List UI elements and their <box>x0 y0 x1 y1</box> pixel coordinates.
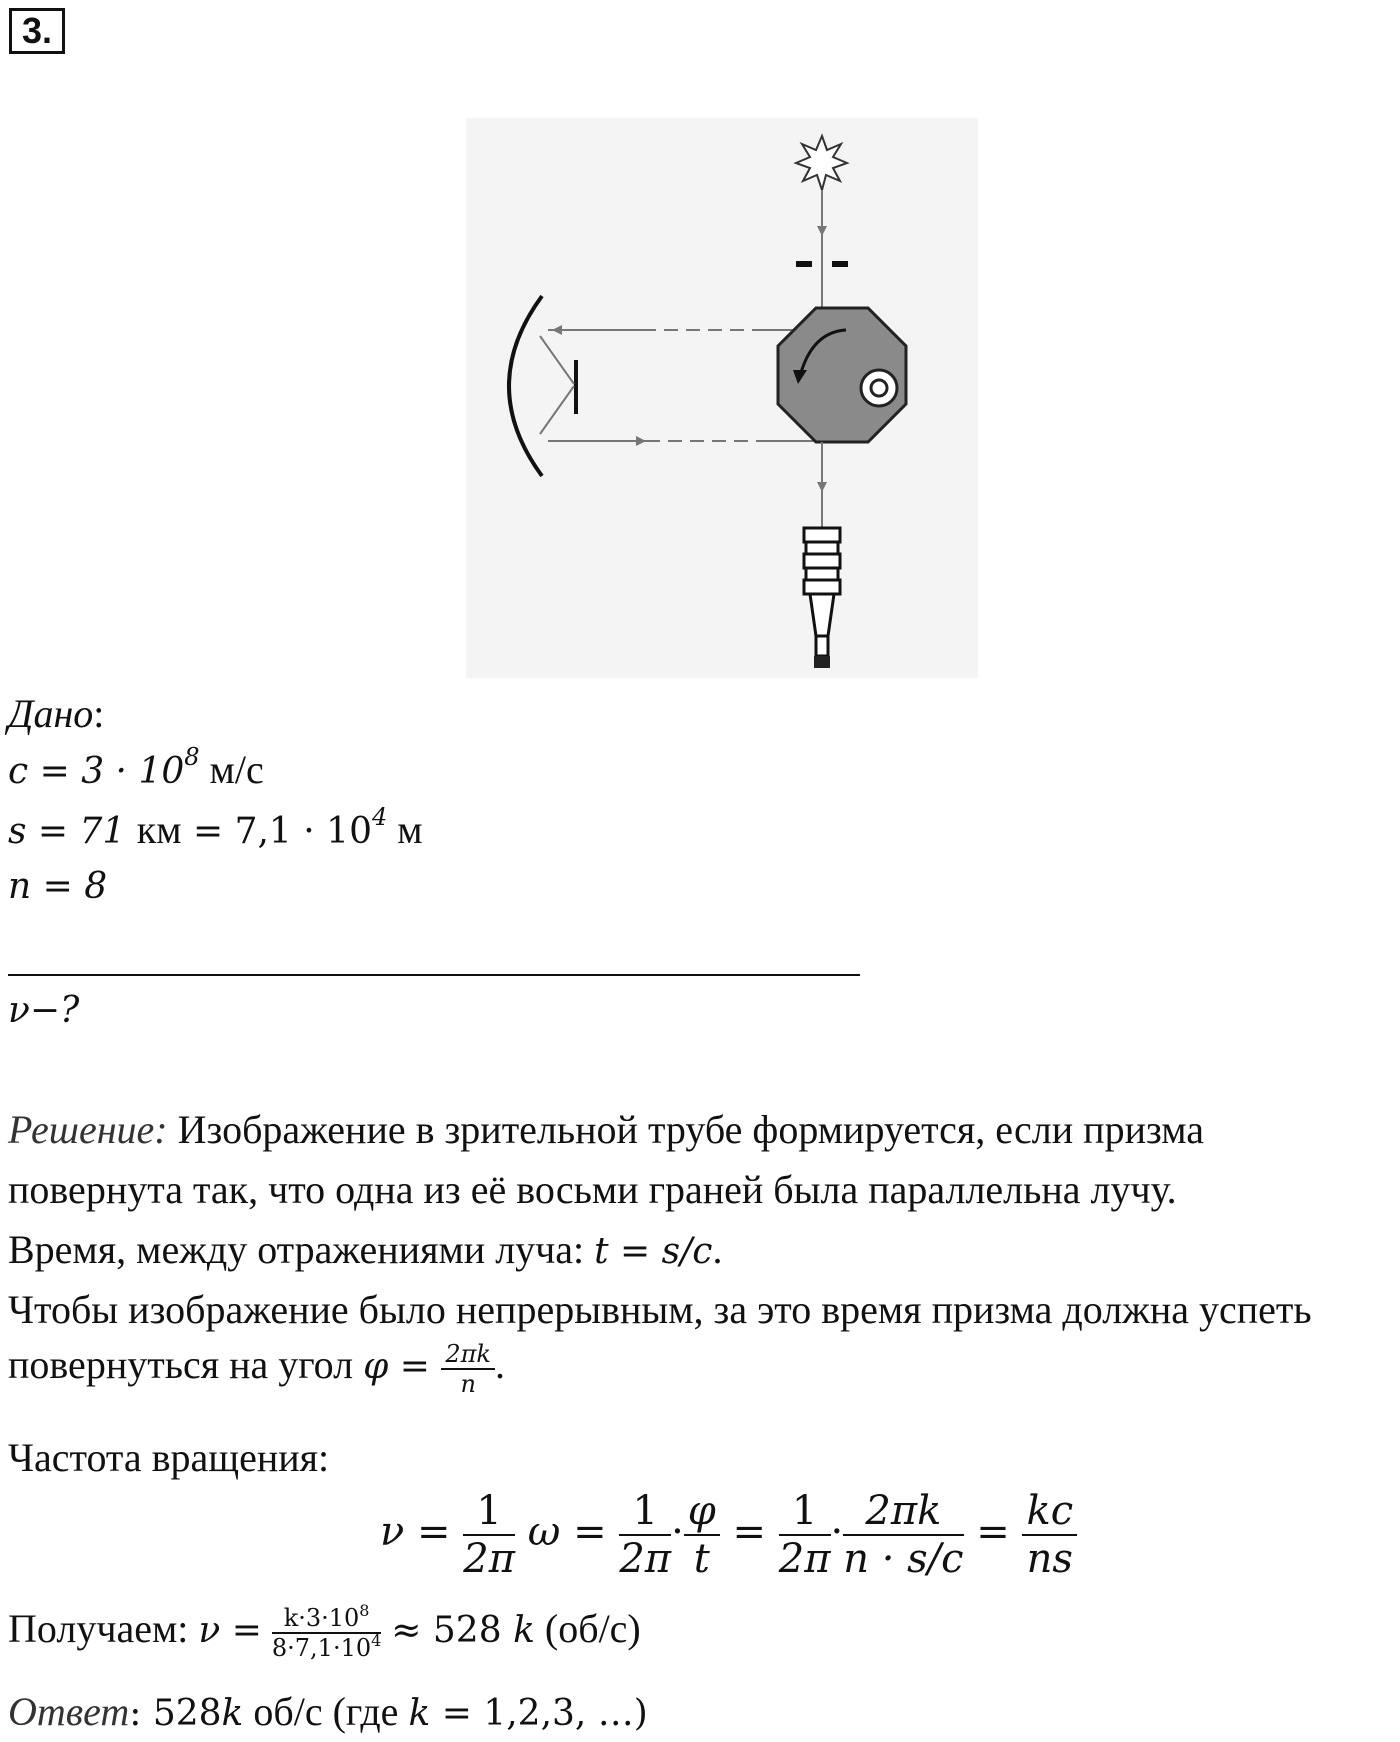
given-s: s = 71 км = $7,1 \cdot 10^4$ м <box>8 803 423 852</box>
solution-line-6: Частота вращения: <box>8 1435 330 1480</box>
answer-line: Ответ: 528k об/с (где k = 1,2,3, …) <box>8 1689 648 1734</box>
problem-number: 3. <box>9 8 65 54</box>
frequency-formula: ν = $\frac{1}{2\pi}$ ω = $\frac{1}{2\pi}$ · $\frac{\varphi}{t}$ = $\frac{1}{2\pi}$ · $\frac{2\pi k}{n \cdot s/c}$ = $\frac{kc}{ns}$ <box>380 1488 1077 1582</box>
solution-line-4: Чтобы изображение было непрерывным, за это время призма должна успеть <box>8 1287 1312 1332</box>
given-label: Дано: <box>8 691 105 736</box>
given-c: $c = 3 \cdot 10^8$ м/с <box>8 743 264 792</box>
solution-line-2: повернута так, что одна из её восьми граней была параллельна лучу. <box>8 1167 1177 1212</box>
solution-line-3: Время, между отражениями луча: t = s/c. <box>8 1227 723 1272</box>
experiment-diagram <box>466 118 978 678</box>
solution-line-1: Решение: Изображение в зрительной трубе формируется, если призма <box>8 1107 1204 1152</box>
solution-line-5: повернуться на угол φ = $\frac{2\pi k}{n}$ . <box>8 1340 505 1398</box>
slit <box>796 261 812 267</box>
given-divider <box>8 974 860 976</box>
result-line: Получаем: ν = $\frac{k\cdot 3\cdot 10^8}{8\cdot 7,1\cdot 10^4}$ ≈ 528 k (об/с) <box>8 1601 641 1662</box>
unknown-quantity: ν−? <box>8 990 80 1031</box>
given-n: n = 8 <box>8 866 108 907</box>
